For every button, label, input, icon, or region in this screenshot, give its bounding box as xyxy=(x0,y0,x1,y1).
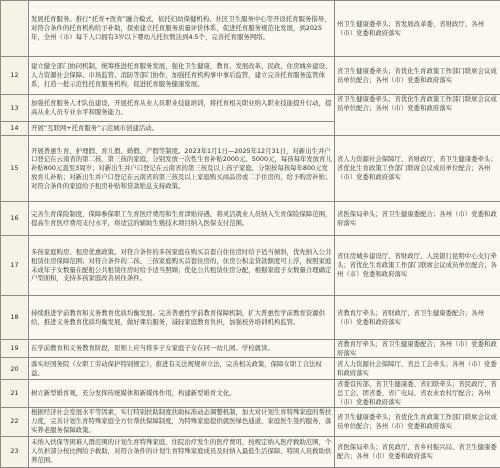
responsible-unit: 省医保局牵头；省卫生健康委配合；各州（市）党委和政府落实 xyxy=(335,202,500,236)
task-content: 完善生育保险制度，保障参保职工生育医疗费用和生育津贴待遇，将灵活就业人员纳入生育保险保障范围，提高生育医疗费用支付水平，将适宜的辅助生殖技术项目纳入医保支付范围。 xyxy=(29,202,335,236)
task-content: 落实好国务院《女职工劳动保护特别规定》，推进有关法规规章立法，完善相关政策，保障女职工合法权益。 xyxy=(29,358,335,380)
responsible-unit: 省委宣传部、省卫生健康委、省妇联牵头；省民政厅、省总工会、团省委、省广电局、省农业农村厅配合；各州（市）党委和政府落实 xyxy=(335,380,500,407)
table-row xyxy=(1,407,500,436)
row-number: 15 xyxy=(1,136,29,202)
row-number: 23 xyxy=(1,436,29,467)
row-number: 20 xyxy=(1,358,29,380)
table-row xyxy=(1,202,500,236)
row-number: 12 xyxy=(1,57,29,95)
row-number xyxy=(1,1,29,57)
row-number: 22 xyxy=(1,407,29,436)
row-number: 18 xyxy=(1,296,29,340)
table-row xyxy=(1,436,500,467)
row-number: 19 xyxy=(1,340,29,358)
task-content: 发展托育服务。推行“托育+医育”融合模式，依托妇幼保健机构、社区卫生服务中心等开设托育服务指导，对符合条件的托育机构给予补助，探索建立托育服务质量评价体系，促进托育服务规范化发展，到2025年，全州（市）每千人口拥有3岁以下婴幼儿托位数达到4.5个，完善托育服务网络。 xyxy=(29,1,335,57)
row-number: 21 xyxy=(1,380,29,407)
responsible-unit: 省教育厅牵头；省财政厅、省卫生健康委配合；各州（市）党委和政府落实 xyxy=(335,296,500,340)
task-content: 开展“互联网+托育服务”示范城市创建活动。 xyxy=(29,122,335,136)
task-content: 建立健全部门协同机制，统筹推进托育服务发展，强化卫生健康、教育、发展改革、民政、住房城乡建设、人力资源社会保障、市场监管、消防等部门协作，加强托育机构事中事后监管，建立完善托育服务监管体系，打造一批示范性托育服务机构，促进托育服务健康发展。 xyxy=(29,57,335,95)
responsible-unit: 省医保局牵头；省民政厅、省乡村振兴局、省卫生健康委配合；各州（市）党委和政府落实 xyxy=(335,436,500,467)
responsible-unit: 省卫生健康委牵头；省优化生育政策工作部门联席会议成员单位配合；各州（市）党委和政府落实 xyxy=(335,407,500,436)
responsible-unit: 省卫生健康委牵头；省优化生育政策工作部门联席会议成员单位配合；各州（市）党委和政府落实 xyxy=(335,95,500,136)
task-content: 加强托育服务人才队伍建设，开展托育从业人员职业技能培训，将托育相关职业纳入职业技能提升行动，提高从业人员专业水平和服务能力。 xyxy=(29,95,335,122)
task-content: 未纳入扶保等困难人群范围的计划生育特殊家庭，住院治疗发生的医疗费用，按规定纳入医疗救助范围，个人负担部分按比例给予救助，对符合条件的计划生育特殊家庭成员及时纳入最低生活保障、特困人员救助供养范围。 xyxy=(29,436,335,467)
responsible-unit: 省人力资源社会保障厅、省财政厅、省卫生健康委牵头；省优化生育政策工作部门联席会议成员单位配合；各州（市）党委和政府落实 xyxy=(335,136,500,202)
row-number: 17 xyxy=(1,236,29,296)
responsible-unit: 省卫生健康委牵头；省优化生育政策工作部门联席会议成员单位配合；各州（市）党委和政府落实 xyxy=(335,57,500,95)
table-row xyxy=(1,380,500,407)
row-number: 14 xyxy=(1,122,29,136)
task-content: 树立新型婚育观，充分发挥传统媒体和新媒体作用，构建新型婚育文化。 xyxy=(29,380,335,407)
table-row xyxy=(1,1,500,57)
table-row xyxy=(1,296,500,340)
responsible-unit: 省教育厅牵头；省卫生健康委配合；各州（市）党委和政府落实 xyxy=(335,340,500,358)
table-row xyxy=(1,95,500,122)
table-row xyxy=(1,136,500,202)
responsible-unit: 省人力资源社会保障厅、省总工会牵头；各州（市）党委和政府落实 xyxy=(335,358,500,380)
table-row xyxy=(1,358,500,380)
row-number: 13 xyxy=(1,95,29,122)
row-number: 16 xyxy=(1,202,29,236)
table-row xyxy=(1,340,500,358)
task-content: 多孩家庭购房、租房优惠政策。对符合条件的多孩家庭在购买首套自住住房时给予适当倾斜，优先纳入公共租赁住房保障范围；对符合条件的二孩、三孩家庭购买首套住房的，住房公积金贷款额度可上浮，按照家庭未成年子女数量在配租公共租赁住房时给予适当照顾；优化公共租赁住房分配，根据家庭子女数量合理确定户型面积，支持多孩家庭改善居住条件。 xyxy=(29,236,335,296)
task-content: 持续推进学前教育和义务教育优质均衡发展。完善普惠性学前教育保障机制，扩大普惠性学前教育资源供给，推进义务教育优质均衡发展，做好课后服务，减轻家庭教育负担，加强校外培训机构监管。 xyxy=(29,296,335,340)
task-content: 开展普惠生育、护理假、育儿假、婚假、产假等制度。2023年1月1日—2025年12月31日，对新出生并户口登记在云南省的第二孩、第三孩的家庭，分别发放一次性生育补贴2000元、5000元，每孩每年发放育儿补贴800元直至3周岁；对新出生并户口登记在云南省的第三孩及以上孩子家庭，分别按每孩每年800元发放育儿补贴；对新出生并户口登记在云南省的第三孩及以上家庭购买商品房或二手住房的，给予购房补贴；对符合条件的家庭给予租房补贴和贷款贴息支持政策。 xyxy=(29,136,335,202)
task-content: 在学前教育和义务教育阶段，原则上应当将多子女家庭子女在同一幼儿园、学校就读。 xyxy=(29,340,335,358)
responsible-unit: 州卫生健康委牵头；省发展改革委、省财政厅、各州（市）党委和政府落实 xyxy=(335,1,500,57)
table-row xyxy=(1,57,500,95)
table-row xyxy=(1,236,500,296)
responsible-unit: 省住房城乡建设厅、省财政厅、人民银行昆明中心支行牵头；省优化生育政策工作部门联席会议成员单位配合；各州（市）党委和政府落实 xyxy=(335,236,500,296)
task-content: 根据经济社会发展水平等因素，实行特别扶助制度扶助标准动态调整机制，加大对计划生育特殊家庭的帮扶力度，完善计划生育特殊家庭全方位帮扶保障制度，为特殊家庭提供就医绿色通道、家庭医生签约服务，落实养老服务保障政策。 xyxy=(29,407,335,436)
